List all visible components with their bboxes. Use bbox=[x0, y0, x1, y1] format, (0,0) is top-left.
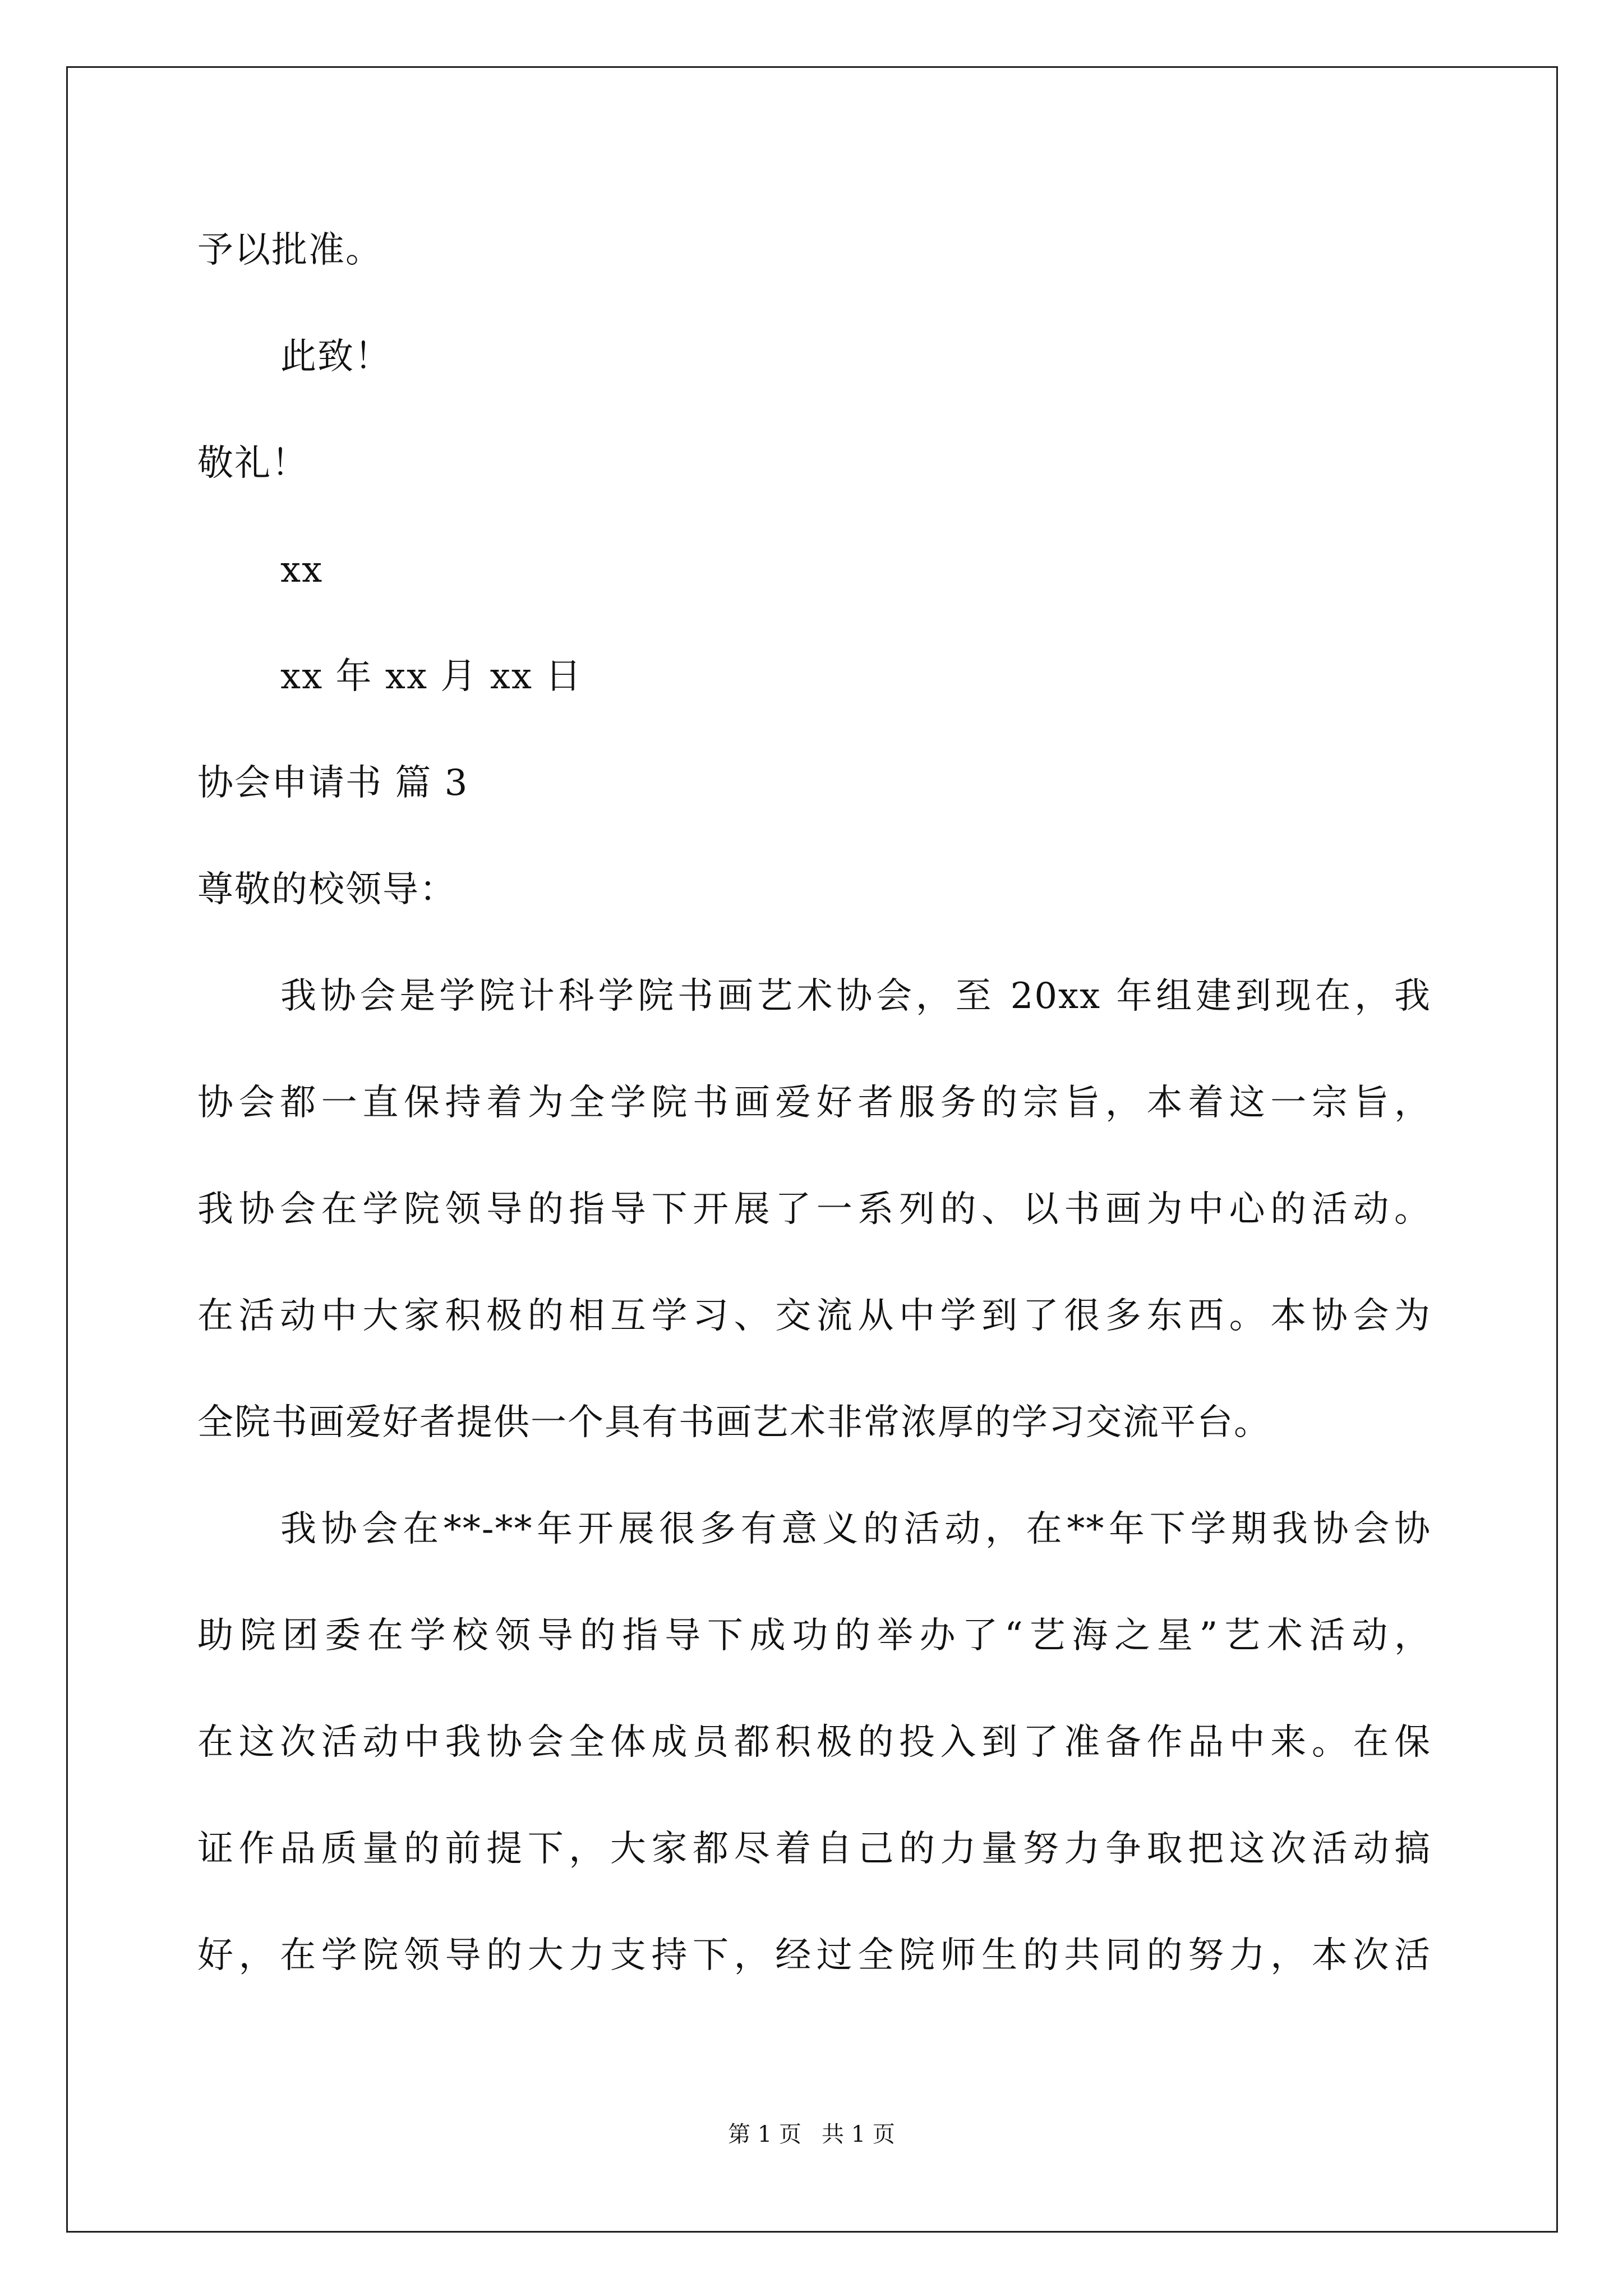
section-heading: 协会申请书 篇 3 bbox=[197, 762, 469, 804]
paragraph-line: 在活动中大家积极的相互学习、交流从中学到了很多东西。本协会为 bbox=[197, 1295, 1431, 1337]
page-footer bbox=[0, 2123, 1623, 2146]
paragraph-line: 我协会在学院领导的指导下开展了一系列的、以书画为中心的活动。 bbox=[197, 1189, 1431, 1230]
paragraph-line: 好，在学院领导的大力支持下，经过全院师生的共同的努力，本次活 bbox=[197, 1935, 1431, 1976]
page-border bbox=[66, 66, 1558, 2233]
paragraph-line: 协会都一直保持着为全学院书画爱好者服务的宗旨，本着这一宗旨， bbox=[197, 1082, 1431, 1124]
salutation-jingli: 敬礼！ bbox=[197, 443, 308, 484]
page-number-current: 第 1 页 bbox=[728, 2122, 801, 2147]
page-number-total: 共 1 页 bbox=[822, 2122, 895, 2147]
salutation-cizhi: 此致！ bbox=[280, 336, 391, 378]
letter-greeting: 尊敬的校领导： bbox=[197, 869, 457, 910]
paragraph-line: 证作品质量的前提下，大家都尽着自己的力量努力争取把这次活动搞 bbox=[197, 1828, 1431, 1870]
paragraph-line: 助院团委在学校领导的指导下成功的举办了“艺海之星”艺术活动， bbox=[197, 1615, 1431, 1657]
paragraph-line: 全院书画爱好者提供一个具有书画艺术非常浓厚的学习交流平台。 bbox=[197, 1402, 1271, 1443]
paragraph-line: 我协会在**-**年开展很多有意义的活动，在**年下学期我协会协 bbox=[280, 1508, 1431, 1550]
paragraph-line: 在这次活动中我协会全体成员都积极的投入到了准备作品中来。在保 bbox=[197, 1722, 1431, 1763]
paragraph-line: 我协会是学院计科学院书画艺术协会，至 20xx 年组建到现在，我 bbox=[280, 976, 1431, 1017]
signature-date: xx 年 xx 月 xx 日 bbox=[280, 656, 583, 697]
signature-name: xx bbox=[280, 549, 324, 591]
closing-approval-line: 予以批准。 bbox=[197, 229, 382, 271]
